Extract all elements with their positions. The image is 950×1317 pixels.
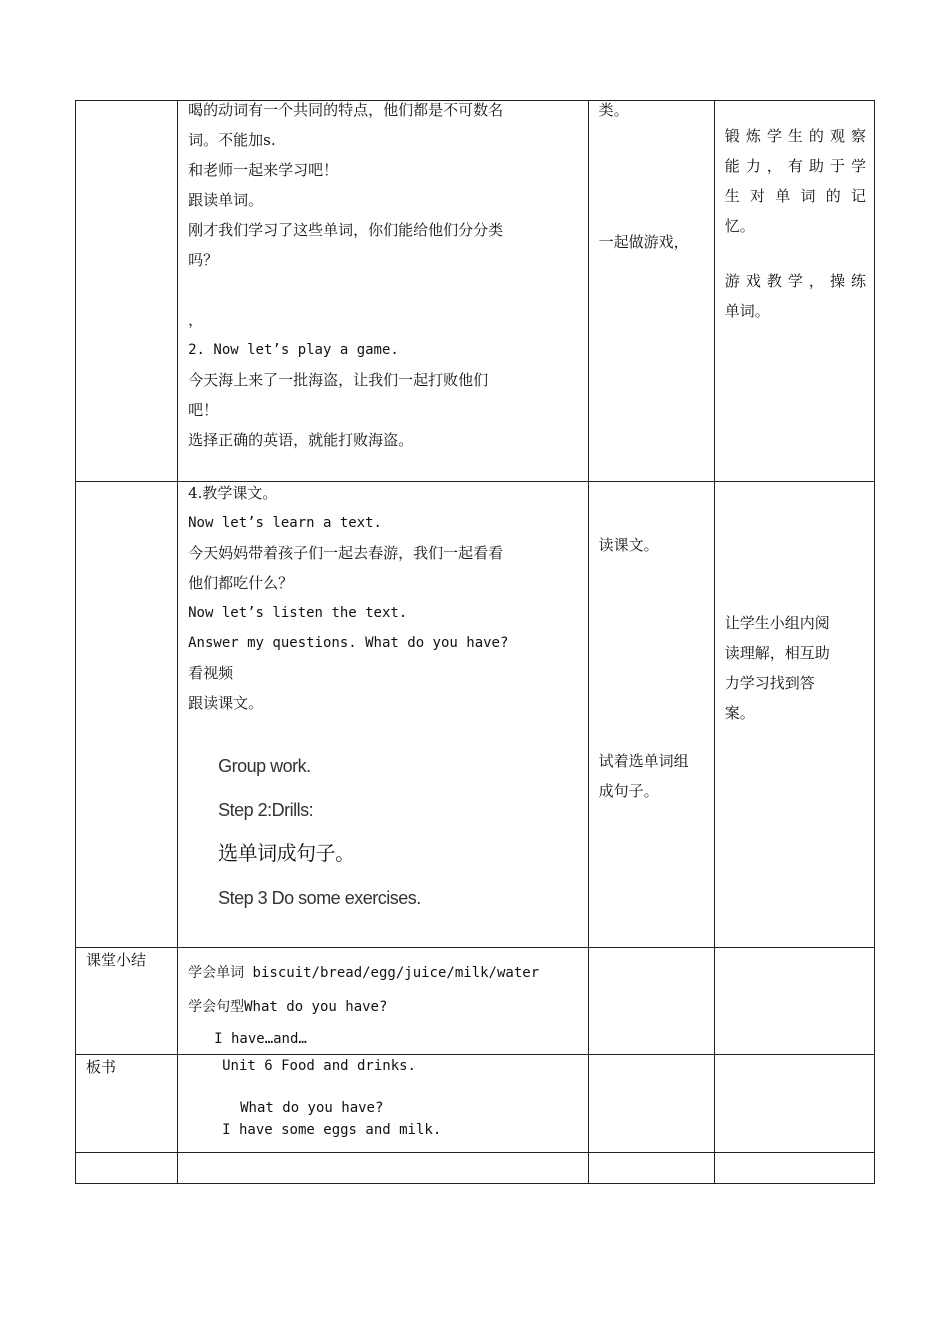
slide-text: Group work. xyxy=(218,756,311,776)
purpose-cell xyxy=(714,101,874,482)
text-line: 喝的动词有一个共同的特点，他们都是不可数名 xyxy=(188,101,504,119)
row-label-cell xyxy=(76,948,178,1055)
text-line: 案。 xyxy=(724,704,755,722)
text-line: 他们都吃什么？ xyxy=(188,574,294,592)
text-line: 今天海上来了一批海盗，让我们一起打败他们 xyxy=(188,371,489,389)
text-line: 跟读课文。 xyxy=(188,694,264,712)
text-line: 锻炼学生的观察 xyxy=(724,127,866,145)
text-line: 读理解，相互助 xyxy=(724,644,830,662)
text-line: I have…and… xyxy=(214,1031,307,1047)
slide-text: Step 3 Do some exercises. xyxy=(218,888,421,908)
row-label-cell xyxy=(76,1055,178,1153)
text-line: What do you have? xyxy=(240,1100,384,1116)
text-line: 4.教学课文。 xyxy=(188,484,278,502)
row-label: 课堂小结 xyxy=(86,951,147,969)
text-line: 让学生小组内阅 xyxy=(724,614,830,632)
text-line: 忆。 xyxy=(724,217,755,235)
text-line: ， xyxy=(188,311,204,329)
row-label-cell xyxy=(76,482,178,948)
text-line: 看视频 xyxy=(188,664,234,682)
purpose-cell xyxy=(714,482,874,948)
slide-text: Step 2:Drills: xyxy=(218,800,314,820)
text-line: 类。 xyxy=(598,101,629,119)
text-line xyxy=(188,275,580,305)
blackboard-cell xyxy=(178,1055,589,1153)
text-line: 吧！ xyxy=(188,401,219,419)
text-line: 今天妈妈带着孩子们一起去春游，我们一起看看 xyxy=(188,544,504,562)
table-row xyxy=(76,482,875,948)
text-line: 游戏教学，操练 xyxy=(724,272,866,290)
text-line: 2. Now let’s play a game. xyxy=(188,342,399,358)
text-line: 吗？ xyxy=(188,251,219,269)
lesson-plan-table xyxy=(75,100,875,1184)
text-line: 成句子。 xyxy=(598,782,659,800)
text-line: I have some eggs and milk. xyxy=(222,1122,442,1138)
teacher-activity-cell xyxy=(178,101,589,482)
text-line: Answer my questions. What do you have? xyxy=(188,635,509,651)
slide-text: 选单词成句子。 xyxy=(218,843,355,865)
text-line: Now let’s listen the text. xyxy=(188,605,408,621)
text-line: 生对单词的记 xyxy=(724,187,866,205)
text-line: 学会单词 biscuit/bread/egg/juice/milk/water xyxy=(188,965,540,981)
text-line: 读课文。 xyxy=(598,536,659,554)
slide-image xyxy=(218,744,588,920)
row-label-cell xyxy=(76,101,178,482)
text-line: 选择正确的英语，就能打败海盗。 xyxy=(188,431,414,449)
student-activity-cell xyxy=(588,101,714,482)
row-label: 板书 xyxy=(86,1058,117,1076)
text-line: 学会句型What do you have? xyxy=(188,999,388,1015)
table-row xyxy=(76,101,875,482)
text-line: 能力，有助于学 xyxy=(724,157,866,175)
text-line: 跟读单词。 xyxy=(188,191,264,209)
table-row xyxy=(76,1153,875,1184)
text-line: 力学习找到答 xyxy=(724,674,815,692)
student-activity-cell xyxy=(588,482,714,948)
text-line: 词。不能加s. xyxy=(188,131,276,149)
table-row xyxy=(76,948,875,1055)
text-line: Unit 6 Food and drinks. xyxy=(222,1058,416,1074)
text-line: 试着选单词组 xyxy=(598,752,689,770)
text-line: Now let’s learn a text. xyxy=(188,515,382,531)
summary-cell xyxy=(178,948,589,1055)
text-line: 单词。 xyxy=(724,302,770,320)
text-line: 刚才我们学习了这些单词，你们能给他们分分类 xyxy=(188,221,504,239)
table-row xyxy=(76,1055,875,1153)
text-line: 和老师一起来学习吧！ xyxy=(188,161,339,179)
teacher-activity-cell xyxy=(178,482,589,948)
text-line: 一起做游戏， xyxy=(598,233,689,251)
